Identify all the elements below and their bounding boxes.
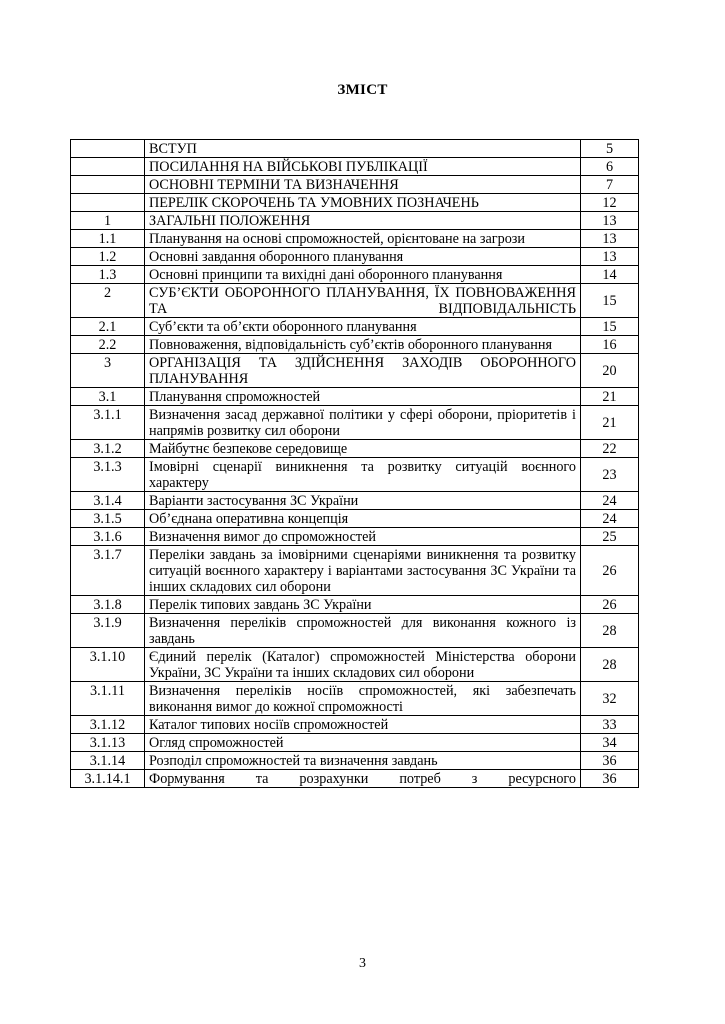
toc-page-number: 24 xyxy=(581,492,639,510)
toc-section-number: 3.1.10 xyxy=(71,648,145,682)
toc-section-title: ОРГАНІЗАЦІЯ ТА ЗДІЙСНЕННЯ ЗАХОДІВ ОБОРОННОГО ПЛАНУВАННЯ xyxy=(145,354,581,388)
toc-row xyxy=(71,158,639,176)
table-of-contents xyxy=(70,139,639,788)
toc-row xyxy=(71,194,639,212)
toc-section-title: Планування спроможностей xyxy=(145,388,581,406)
toc-row xyxy=(71,212,639,230)
toc-page-number: 21 xyxy=(581,388,639,406)
toc-section-title: Основні завдання оборонного планування xyxy=(145,248,581,266)
toc-section-title: Імовірні сценарії виникнення та розвитку ситуацій воєнного характеру xyxy=(145,458,581,492)
toc-row xyxy=(71,734,639,752)
toc-row xyxy=(71,648,639,682)
toc-page-number: 12 xyxy=(581,194,639,212)
toc-page-number: 26 xyxy=(581,546,639,596)
toc-page-number: 15 xyxy=(581,284,639,318)
toc-page-number: 7 xyxy=(581,176,639,194)
toc-page-number: 13 xyxy=(581,230,639,248)
toc-section-title: Визначення переліків спроможностей для виконання кожного із завдань xyxy=(145,614,581,648)
toc-section-number: 3.1.6 xyxy=(71,528,145,546)
toc-page-number: 36 xyxy=(581,770,639,788)
toc-row xyxy=(71,336,639,354)
toc-row xyxy=(71,440,639,458)
toc-section-title: Визначення вимог до спроможностей xyxy=(145,528,581,546)
toc-section-title: Формування та розрахунки потреб з ресурсного xyxy=(145,770,581,788)
toc-section-number: 3.1.4 xyxy=(71,492,145,510)
toc-section-title: ЗАГАЛЬНІ ПОЛОЖЕННЯ xyxy=(145,212,581,230)
toc-section-number: 3.1.1 xyxy=(71,406,145,440)
toc-body xyxy=(71,140,639,788)
toc-row xyxy=(71,596,639,614)
toc-row xyxy=(71,266,639,284)
toc-row xyxy=(71,716,639,734)
toc-section-title: ВСТУП xyxy=(145,140,581,158)
toc-section-number: 1.1 xyxy=(71,230,145,248)
toc-section-number: 3.1.13 xyxy=(71,734,145,752)
toc-section-title: Об’єднана оперативна концепція xyxy=(145,510,581,528)
toc-page-number: 13 xyxy=(581,212,639,230)
toc-page-number: 26 xyxy=(581,596,639,614)
toc-section-number: 3.1.11 xyxy=(71,682,145,716)
toc-row xyxy=(71,354,639,388)
toc-section-title: Розподіл спроможностей та визначення завдань xyxy=(145,752,581,770)
toc-section-number: 2 xyxy=(71,284,145,318)
toc-section-number xyxy=(71,194,145,212)
toc-section-title: Єдиний перелік (Каталог) спроможностей Міністерства оборони України, ЗС України та інших складових сил оборони xyxy=(145,648,581,682)
toc-row xyxy=(71,406,639,440)
page-title: ЗМІСТ xyxy=(337,82,388,98)
toc-section-number: 1.3 xyxy=(71,266,145,284)
toc-section-title: Повноваження, відповідальність суб’єктів оборонного планування xyxy=(145,336,581,354)
toc-row xyxy=(71,248,639,266)
toc-section-title: СУБ’ЄКТИ ОБОРОННОГО ПЛАНУВАННЯ, ЇХ ПОВНОВАЖЕННЯ ТА ВІДПОВІДАЛЬНІСТЬ xyxy=(145,284,581,318)
toc-page-number: 20 xyxy=(581,354,639,388)
toc-section-title: Визначення переліків носіїв спроможностей, які забезпечать виконання вимог до кожної спроможності xyxy=(145,682,581,716)
toc-page-number: 28 xyxy=(581,648,639,682)
toc-section-number: 3.1.14 xyxy=(71,752,145,770)
toc-row xyxy=(71,510,639,528)
toc-section-number: 2.2 xyxy=(71,336,145,354)
page-number: 3 xyxy=(359,956,366,971)
toc-page-number: 22 xyxy=(581,440,639,458)
toc-page-number: 14 xyxy=(581,266,639,284)
toc-section-title: Основні принципи та вихідні дані оборонного планування xyxy=(145,266,581,284)
toc-page-number: 25 xyxy=(581,528,639,546)
toc-row xyxy=(71,176,639,194)
toc-row xyxy=(71,230,639,248)
toc-section-title: ОСНОВНІ ТЕРМІНИ ТА ВИЗНАЧЕННЯ xyxy=(145,176,581,194)
toc-row xyxy=(71,492,639,510)
toc-row xyxy=(71,388,639,406)
toc-row xyxy=(71,546,639,596)
toc-row xyxy=(71,682,639,716)
toc-page-number: 21 xyxy=(581,406,639,440)
toc-row xyxy=(71,318,639,336)
toc-section-title: Огляд спроможностей xyxy=(145,734,581,752)
toc-row xyxy=(71,752,639,770)
toc-section-number: 2.1 xyxy=(71,318,145,336)
toc-row xyxy=(71,528,639,546)
toc-section-title: Визначення засад державної політики у сфері оборони, пріоритетів і напрямів розвитку сил оборони xyxy=(145,406,581,440)
toc-page-number: 24 xyxy=(581,510,639,528)
toc-section-number: 1 xyxy=(71,212,145,230)
toc-section-title: Варіанти застосування ЗС України xyxy=(145,492,581,510)
toc-section-number: 3.1.9 xyxy=(71,614,145,648)
toc-page-number: 23 xyxy=(581,458,639,492)
toc-page-number: 36 xyxy=(581,752,639,770)
toc-section-title: Перелік типових завдань ЗС України xyxy=(145,596,581,614)
toc-section-title: Каталог типових носіїв спроможностей xyxy=(145,716,581,734)
toc-section-number: 3.1.14.1 xyxy=(71,770,145,788)
toc-section-title: Майбутнє безпекове середовище xyxy=(145,440,581,458)
toc-row xyxy=(71,614,639,648)
toc-section-title: ПЕРЕЛІК СКОРОЧЕНЬ ТА УМОВНИХ ПОЗНАЧЕНЬ xyxy=(145,194,581,212)
toc-section-number xyxy=(71,176,145,194)
toc-section-title: Суб’єкти та об’єкти оборонного планування xyxy=(145,318,581,336)
toc-section-number: 1.2 xyxy=(71,248,145,266)
toc-page-number: 15 xyxy=(581,318,639,336)
toc-section-number: 3.1.2 xyxy=(71,440,145,458)
toc-section-number: 3.1 xyxy=(71,388,145,406)
toc-row xyxy=(71,458,639,492)
toc-page-number: 28 xyxy=(581,614,639,648)
toc-page-number: 32 xyxy=(581,682,639,716)
toc-section-number xyxy=(71,158,145,176)
toc-page-number: 33 xyxy=(581,716,639,734)
toc-page-number: 34 xyxy=(581,734,639,752)
toc-section-number xyxy=(71,140,145,158)
toc-section-title: Переліки завдань за імовірними сценаріями виникнення та розвитку ситуацій воєнного характеру і варіантами застосування ЗС України та інших складових сил оборони xyxy=(145,546,581,596)
toc-section-title: ПОСИЛАННЯ НА ВІЙСЬКОВІ ПУБЛІКАЦІЇ xyxy=(145,158,581,176)
toc-section-title: Планування на основі спроможностей, орієнтоване на загрози xyxy=(145,230,581,248)
toc-page-number: 6 xyxy=(581,158,639,176)
toc-section-number: 3.1.3 xyxy=(71,458,145,492)
toc-section-number: 3.1.7 xyxy=(71,546,145,596)
toc-section-number: 3.1.12 xyxy=(71,716,145,734)
toc-row xyxy=(71,284,639,318)
toc-row xyxy=(71,140,639,158)
toc-section-number: 3 xyxy=(71,354,145,388)
toc-page-number: 5 xyxy=(581,140,639,158)
toc-section-number: 3.1.8 xyxy=(71,596,145,614)
toc-page-number: 13 xyxy=(581,248,639,266)
toc-section-number: 3.1.5 xyxy=(71,510,145,528)
toc-row xyxy=(71,770,639,788)
toc-page-number: 16 xyxy=(581,336,639,354)
